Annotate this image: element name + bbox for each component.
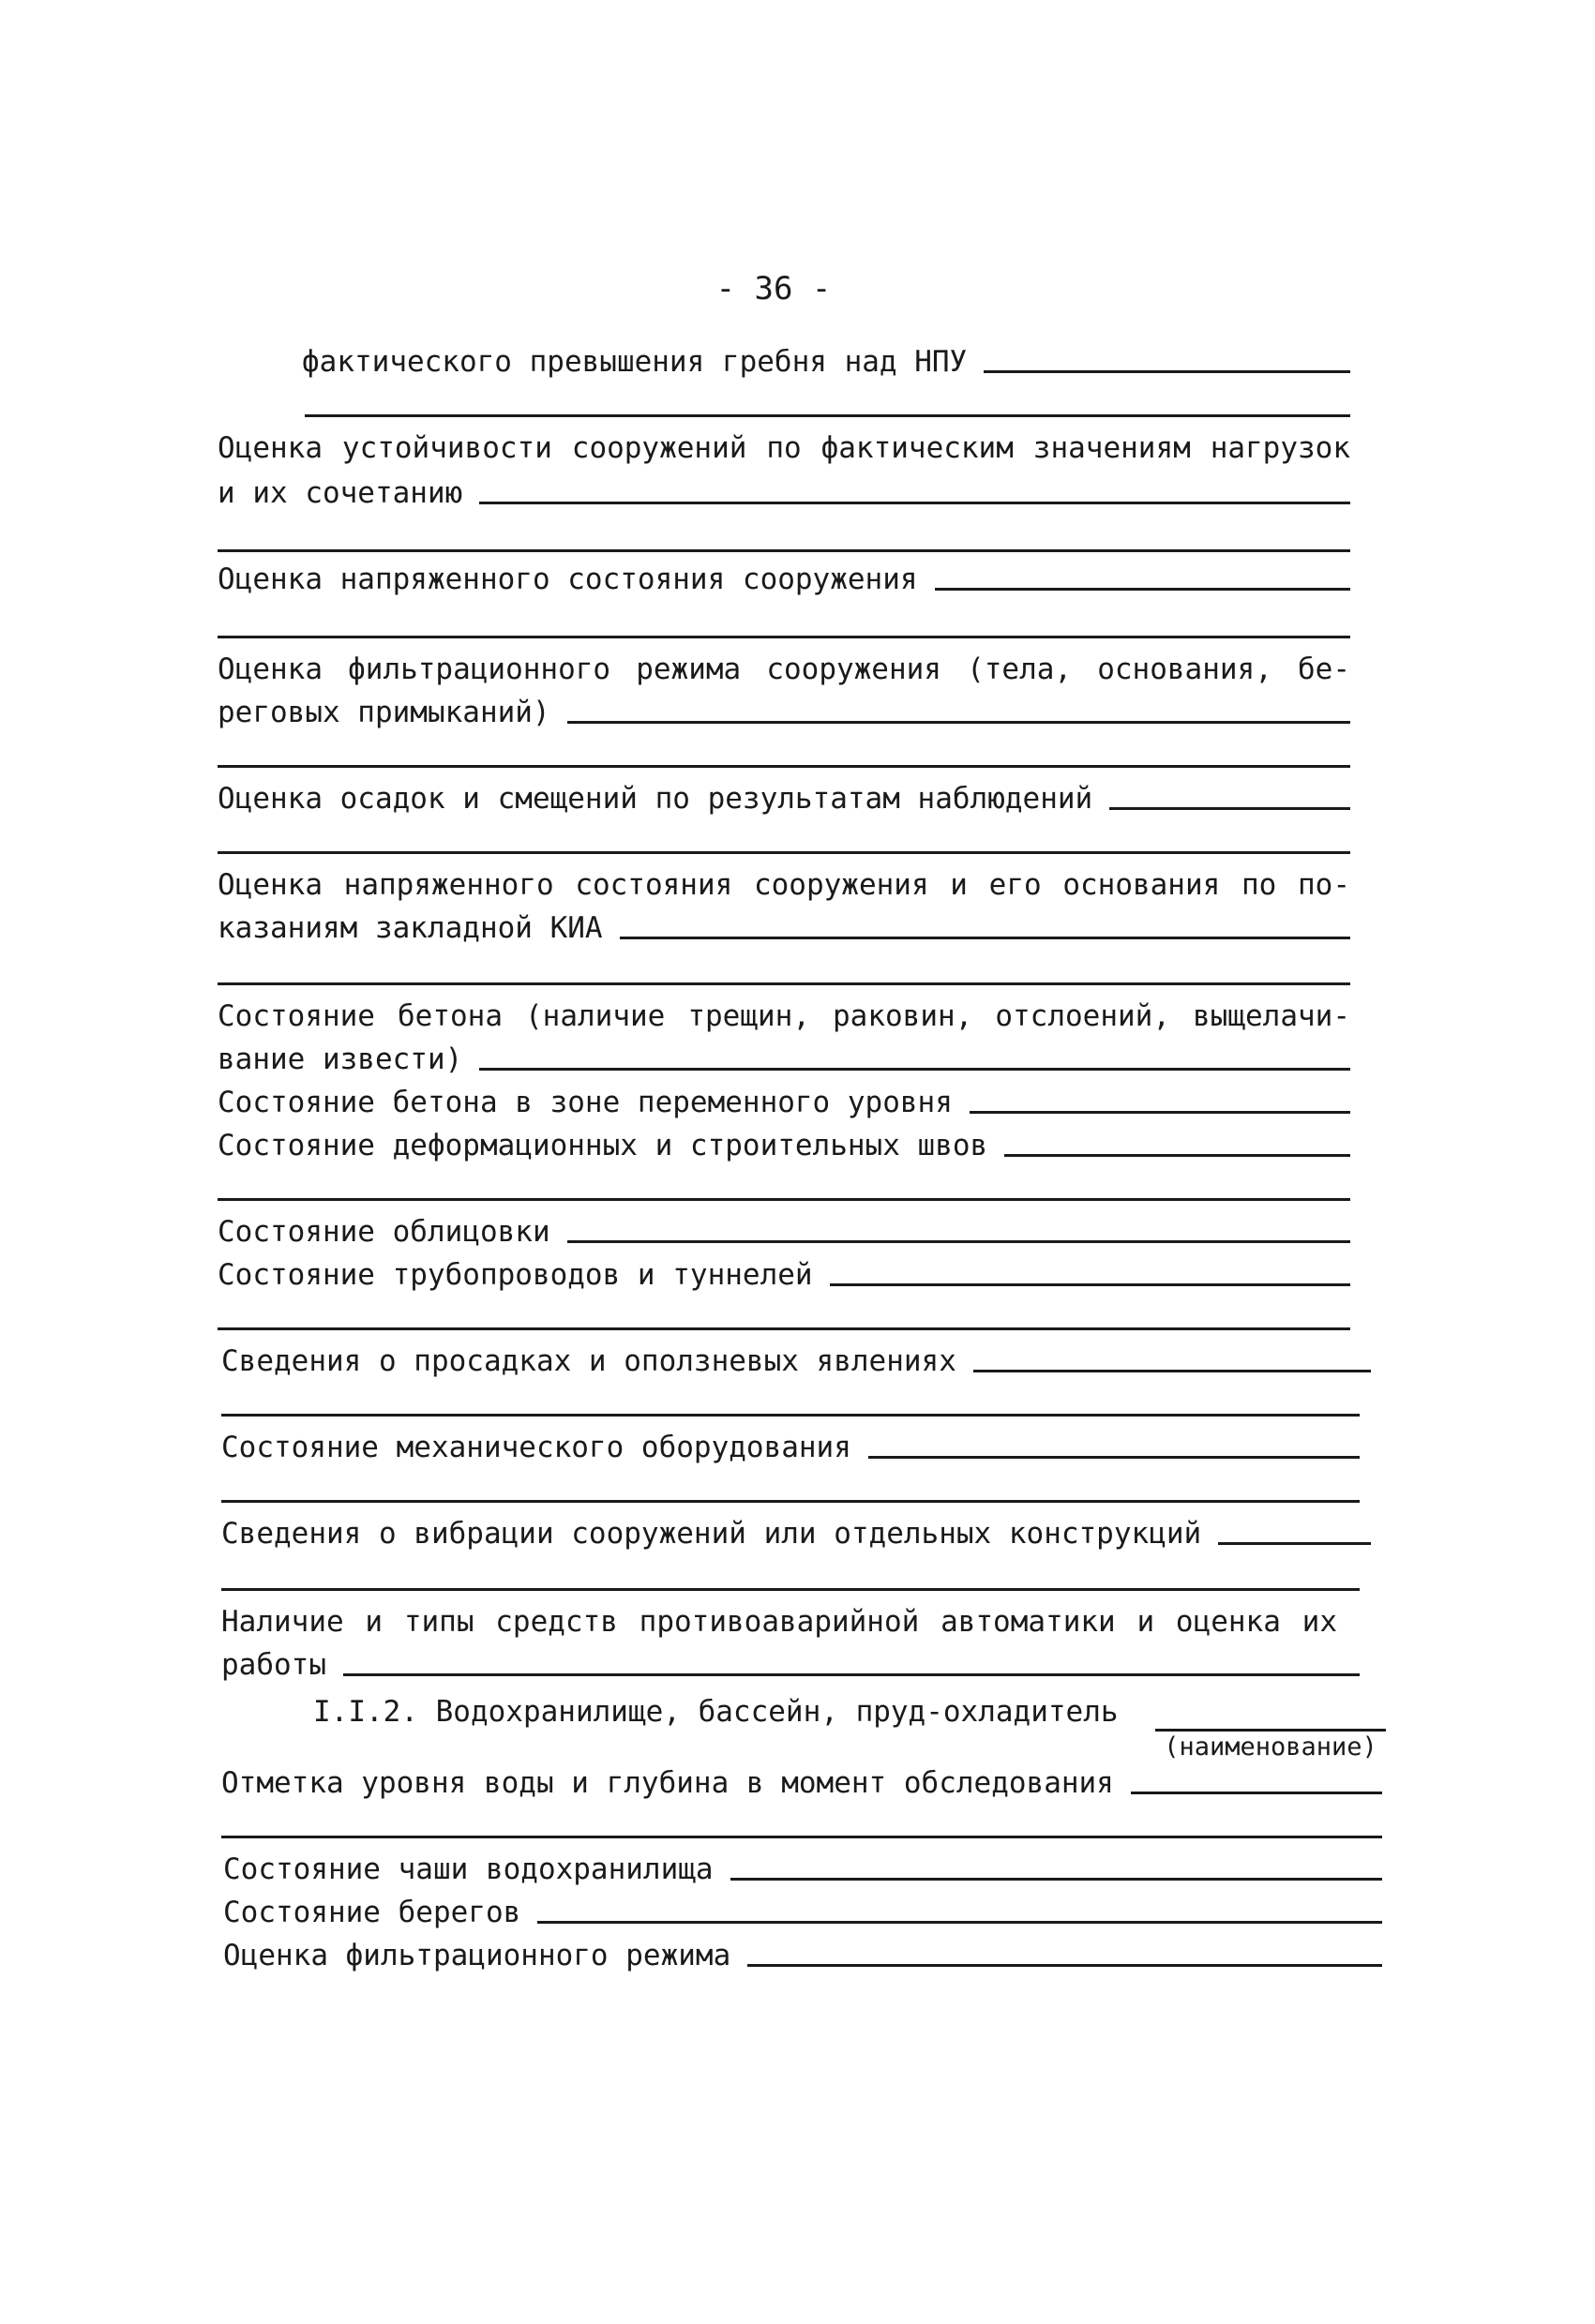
- name-caption: (наименование): [1155, 1729, 1386, 1762]
- form-line: [221, 1759, 1382, 1802]
- form-line: [221, 1337, 1371, 1380]
- form-line: [218, 904, 1350, 947]
- fill-in-line[interactable]: [218, 1198, 1350, 1201]
- form-label: Оценка напряженного состояния сооружения: [218, 562, 918, 596]
- form-line: [218, 774, 1350, 817]
- form-line: [218, 992, 1350, 1035]
- form-line: [218, 688, 1350, 731]
- form-label: фактического превышения гребня над НПУ: [302, 345, 968, 379]
- fill-in-line[interactable]: [1218, 1542, 1371, 1545]
- form-label: Состояние берегов: [223, 1896, 521, 1929]
- form-line: [221, 1597, 1337, 1641]
- form-line: [218, 1078, 1350, 1121]
- fill-in-line[interactable]: [620, 937, 1350, 939]
- form-line: [221, 1641, 1360, 1684]
- fill-in-line[interactable]: [830, 1283, 1350, 1286]
- section-heading: [313, 1687, 1138, 1731]
- fill-in-line[interactable]: [567, 1240, 1350, 1243]
- fill-in-line[interactable]: [1109, 807, 1350, 810]
- fill-in-line[interactable]: [984, 370, 1350, 373]
- form-label: работы: [221, 1648, 326, 1682]
- form-label: Состояние деформационных и строительных швов: [218, 1129, 988, 1162]
- form-label: Оценка устойчивости сооружений по фактическим значениям нагрузок: [218, 431, 1350, 465]
- fill-in-line[interactable]: [1131, 1792, 1382, 1794]
- form-label: Оценка напряженного состояния сооружения и его основания по по-: [218, 868, 1350, 902]
- form-line: [218, 1121, 1350, 1164]
- form-label: Отметка уровня воды и глубина в момент обследования: [221, 1766, 1114, 1800]
- fill-in-line[interactable]: [343, 1673, 1360, 1676]
- page-number: - 36 -: [715, 270, 832, 307]
- form-label: Состояние облицовки: [218, 1215, 550, 1249]
- fill-in-line[interactable]: [973, 1370, 1371, 1372]
- form-label: реговых примыканий): [218, 696, 550, 729]
- fill-in-line[interactable]: [221, 1836, 1382, 1838]
- fill-in-line[interactable]: [218, 549, 1350, 552]
- form-label: Сведения о просадках и оползневых явлениях: [221, 1344, 956, 1378]
- form-line: [218, 645, 1350, 688]
- form-line: [221, 1423, 1360, 1466]
- form-label: Состояние бетона в зоне переменного уровня: [218, 1086, 953, 1119]
- fill-in-line[interactable]: [218, 1327, 1350, 1330]
- form-line: [218, 1251, 1350, 1294]
- form-line: [223, 1888, 1382, 1931]
- fill-in-line[interactable]: [747, 1964, 1382, 1967]
- fill-in-line[interactable]: [868, 1456, 1360, 1459]
- form-label: и их сочетанию: [218, 476, 463, 510]
- fill-in-line[interactable]: [479, 1068, 1350, 1071]
- fill-in-line[interactable]: [218, 636, 1350, 638]
- form-line: [223, 1931, 1382, 1974]
- fill-in-line[interactable]: [218, 982, 1350, 985]
- form-line: [218, 555, 1350, 598]
- fill-in-line[interactable]: [537, 1921, 1382, 1924]
- form-label: вание извести): [218, 1042, 463, 1076]
- section-heading-label: I.I.2. Водохранилище, бассейн, пруд-охладитель: [313, 1695, 1119, 1729]
- fill-in-line[interactable]: [730, 1878, 1382, 1881]
- form-line: [218, 1207, 1350, 1251]
- fill-in-line[interactable]: [218, 765, 1350, 768]
- fill-in-line[interactable]: [305, 414, 1350, 417]
- form-label: Наличие и типы средств противоаварийной автоматики и оценка их: [221, 1605, 1337, 1639]
- fill-in-line[interactable]: [221, 1414, 1360, 1417]
- fill-in-line[interactable]: [218, 851, 1350, 854]
- fill-in-line[interactable]: [479, 502, 1350, 504]
- form-label: Состояние чаши водохранилища: [223, 1852, 714, 1886]
- form-line: [218, 1035, 1350, 1078]
- form-label: Сведения о вибрации сооружений или отдельных конструкций: [221, 1517, 1202, 1551]
- fill-in-line[interactable]: [221, 1500, 1360, 1503]
- fill-in-line[interactable]: [221, 1588, 1360, 1591]
- form-label: Состояние механического оборудования: [221, 1431, 851, 1464]
- form-line: [218, 424, 1350, 467]
- form-label: Состояние бетона (наличие трещин, раковин, отслоений, выщелачи-: [218, 999, 1350, 1033]
- form-line: [302, 337, 1350, 381]
- form-line: [221, 1509, 1371, 1552]
- form-label: Оценка фильтрационного режима: [223, 1939, 731, 1972]
- form-line: [223, 1845, 1382, 1888]
- form-label: Состояние трубопроводов и туннелей: [218, 1258, 813, 1292]
- fill-in-line[interactable]: [1004, 1154, 1350, 1157]
- form-label: Оценка фильтрационного режима сооружения (тела, основания, бе-: [218, 652, 1350, 686]
- fill-in-line[interactable]: [970, 1111, 1350, 1114]
- form-line: [218, 861, 1350, 904]
- form-label: казаниям закладной КИА: [218, 911, 603, 945]
- form-label: Оценка осадок и смещений по результатам наблюдений: [218, 782, 1093, 816]
- fill-in-line[interactable]: [935, 588, 1350, 591]
- form-line: [218, 469, 1350, 512]
- fill-in-line[interactable]: [567, 721, 1350, 724]
